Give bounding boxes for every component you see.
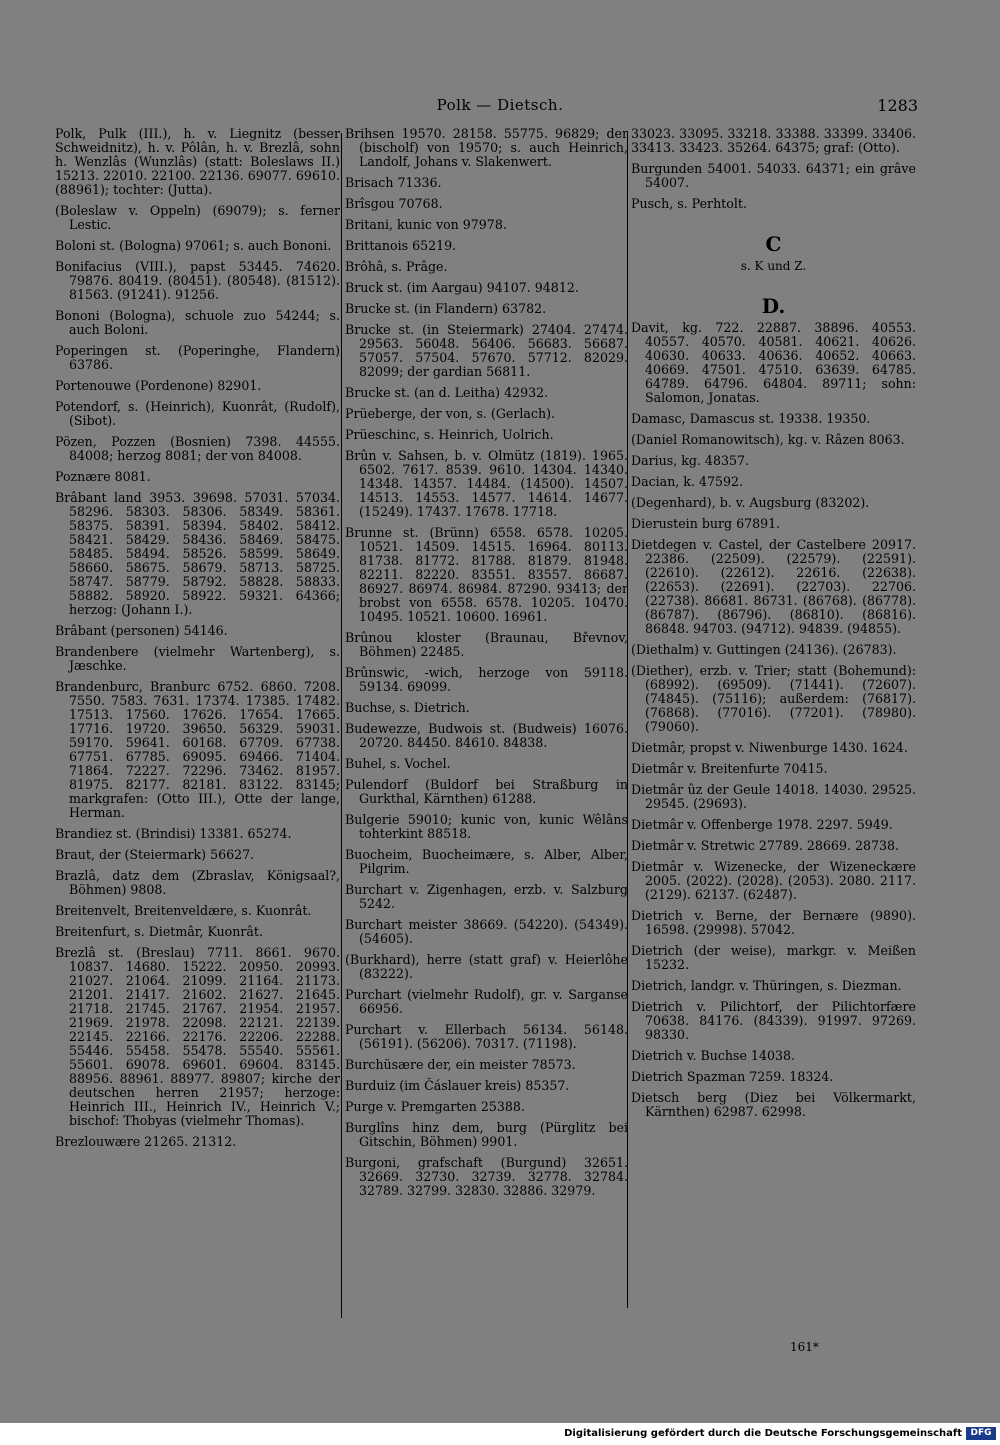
index-entry: Burchüsære der, ein meister 78573. <box>345 1057 576 1072</box>
index-entry: Brâbant land 3953. 39698. 57031. 57034. 58296. 58303. 58306. 58349. 58361. 58375. 58391. 58394. 58402. 58412. 58421. 58429. 58436. 58469. 58475. 58485. 58494. 58526. 58599. 58649. 58660. 58675. 58679. 58713. 58725. 58747. 58779. 58792. 58828. 58833. 58882. 58920. 58922. 59321. 64366; herzog: (Johann I.). <box>55 490 340 617</box>
index-entry: Burgoni, grafschaft (Burgund) 32651. 32669. 32730. 32739. 32778. 32784. 32789. 32799. 32830. 32886. 32979. <box>345 1155 628 1198</box>
index-entry: Dietdegen v. Castel, der Castelbere 20917. 22386. (22509). (22579). (22591). (22610). (22612). 22616. (22638). (22653). (22691). (22703). 22706. (22738). 86681. 86731. (86768). (86778). (86787). (86796). (86810). (86816). 86848. 94703. (94712). 94839. (94855). <box>631 537 916 636</box>
index-entry: Burchart v. Zigenhagen, erzb. v. Salzburg 5242. <box>345 882 628 911</box>
index-entry: Burchart meister 38669. (54220). (54349). (54605). <box>345 917 628 946</box>
index-entry: Bulgerie 59010; kunic von, kunic Wêlâns tohterkint 88518. <box>345 812 628 841</box>
index-entry: Dierustein burg 67891. <box>631 516 781 531</box>
index-entry: Damasc, Damascus st. 19338. 19350. <box>631 411 871 426</box>
index-entry: Prüeschinc, s. Heinrich, Uolrich. <box>345 427 554 442</box>
index-entry: Dietsch berg (Diez bei Völkermarkt, Kärnthen) 62987. 62998. <box>631 1090 916 1119</box>
footer-bar <box>0 1423 1000 1445</box>
index-entry: Budewezze, Budwois st. (Budweis) 16076. 20720. 84450. 84610. 84838. <box>345 721 628 750</box>
index-entry: (Diether), erzb. v. Trier; statt (Bohemund): (68992). (69509). (71441). (72607). (74845). (75116); außerdem: (76817). (76868). (77016). (77201). (78980). (79060). <box>631 663 916 734</box>
index-entry: Braut, der (Steiermark) 56627. <box>55 847 255 862</box>
index-entry: Burglîns hinz dem, burg (Pürglitz bei Gitschin, Böhmen) 9901. <box>345 1120 628 1149</box>
index-entry: Brâbant (personen) 54146. <box>55 623 228 638</box>
index-entry: Breitenfurt, s. Dietmâr, Kuonrât. <box>55 924 263 939</box>
index-entry: (Burkhard), herre (statt graf) v. Heierlôhe (83222). <box>345 952 628 981</box>
index-entry: Brisach 71336. <box>345 175 442 190</box>
index-entry: Bononi (Bologna), schuole zuo 54244; s. auch Boloni. <box>55 308 340 337</box>
index-entry: (Daniel Romanowitsch), kg. v. Râzen 8063. <box>631 432 905 447</box>
index-entry: Purchart (vielmehr Rudolf), gr. v. Sarganse 66956. <box>345 987 628 1016</box>
index-entry: Purchart v. Ellerbach 56134. 56148. (56191). (56206). 70317. (71198). <box>345 1022 628 1051</box>
index-column-1 <box>55 127 340 1156</box>
index-entry: Dietmâr, propst v. Niwenburge 1430. 1624. <box>631 740 908 755</box>
index-entry: Brîsgou 70768. <box>345 196 443 211</box>
index-entry: Bonifacius (VIII.), papst 53445. 74620. 79876. 80419. (80451). (80548). (81512). 81563. (91241). 91256. <box>55 259 340 302</box>
page-header <box>0 96 1000 120</box>
index-column-3 <box>631 127 916 1126</box>
index-entry: Brezlouwære 21265. 21312. <box>55 1134 237 1149</box>
index-entry: Brucke st. (in Flandern) 63782. <box>345 301 547 316</box>
footer-credit: Digitalisierung gefördert durch die Deutsche Forschungsgemeinschaft <box>564 1428 962 1439</box>
index-entry: Buchse, s. Dietrich. <box>345 700 470 715</box>
index-entry: Brucke st. (in Steiermark) 27404. 27474. 29563. 56048. 56406. 56683. 56687. 57057. 57504. 57670. 57712. 82029. 82099; der gardian 56811. <box>345 322 628 379</box>
index-entry: Brucke st. (an d. Leitha) 42932. <box>345 385 549 400</box>
index-column-2 <box>345 127 628 1205</box>
index-entry: Brûnswic, -wich, herzoge von 59118. 59134. 69099. <box>345 665 628 694</box>
index-entry: Boloni st. (Bologna) 97061; s. auch Bononi. <box>55 238 332 253</box>
index-entry: Dietrich v. Pilichtorf, der Pilichtorfære 70638. 84176. (84339). 91997. 97269. 98330. <box>631 999 916 1042</box>
index-entry: Dietrich v. Berne, der Bernære (9890). 16598. (29998). 57042. <box>631 908 916 937</box>
index-entry: Burduiz (im Čáslauer kreis) 85357. <box>345 1078 570 1093</box>
index-entry: Burgunden 54001. 54033. 64371; ein grâve 54007. <box>631 161 916 190</box>
index-entry: Brazlâ, datz dem (Zbraslav, Königsaal?, Böhmen) 9808. <box>55 868 340 897</box>
index-entry: Britani, kunic von 97978. <box>345 217 507 232</box>
index-entry: 33023. 33095. 33218. 33388. 33399. 33406. 33413. 33423. 35264. 64375; graf: (Otto). <box>631 126 916 155</box>
index-entry: (Degenhard), b. v. Augsburg (83202). <box>631 495 870 510</box>
index-entry: Dietmâr v. Breitenfurte 70415. <box>631 761 828 776</box>
index-entry: Dietrich, landgr. v. Thüringen, s. Diezman. <box>631 978 902 993</box>
index-entry: (Diethalm) v. Guttingen (24136). (26783). <box>631 642 897 657</box>
index-entry: Davit, kg. 722. 22887. 38896. 40553. 40557. 40570. 40581. 40621. 40626. 40630. 40633. 40636. 40652. 40663. 40669. 47501. 47510. 63639. 64785. 64789. 64796. 64804. 89711; sohn: Salomon, Jonatas. <box>631 320 916 405</box>
running-title: Polk — Dietsch. <box>436 96 564 114</box>
index-entry: Poznære 8081. <box>55 469 151 484</box>
index-entry: Prüeberge, der von, s. (Gerlach). <box>345 406 555 421</box>
index-entry: (Boleslaw v. Oppeln) (69079); s. ferner Lestic. <box>55 203 340 232</box>
page-number: 1283 <box>877 96 918 115</box>
index-entry: Brandenburc, Branburc 6752. 6860. 7208. 7550. 7583. 7631. 17374. 17385. 17482. 17513. 17560. 17626. 17654. 17665. 17716. 19720. 39650. 56329. 59031. 59170. 59641. 60168. 67709. 67738. 67751. 67785. 69095. 69466. 71404. 71864. 72227. 72296. 73462. 81957. 81975. 82177. 82181. 83122. 83145; markgrafen: (Otto III.), Otte der lange, Herman. <box>55 679 340 820</box>
signature-mark: 161* <box>790 1340 819 1354</box>
index-entry: Brihsen 19570. 28158. 55775. 96829; der (bischolf) von 19570; s. auch Heinrich, Landolf, Johans v. Slakenwert. <box>345 126 628 169</box>
index-entry: Dietrich v. Buchse 14038. <box>631 1048 795 1063</box>
index-entry: Brandenbere (vielmehr Wartenberg), s. Jæschke. <box>55 644 340 673</box>
index-entry: Dietmâr v. Stretwic 27789. 28669. 28738. <box>631 838 900 853</box>
index-entry: Breitenvelt, Breitenveldære, s. Kuonrât. <box>55 903 312 918</box>
index-entry: Darius, kg. 48357. <box>631 453 749 468</box>
index-entry: Brittanois 65219. <box>345 238 457 253</box>
index-entry: Portenouwe (Pordenone) 82901. <box>55 378 262 393</box>
index-entry: Pusch, s. Perhtolt. <box>631 196 747 211</box>
index-entry: Dietrich Spazman 7259. 18324. <box>631 1069 834 1084</box>
index-entry: Purge v. Premgarten 25388. <box>345 1099 525 1114</box>
index-entry: Dietmâr v. Offenberge 1978. 2297. 5949. <box>631 817 893 832</box>
index-entry: Buhel, s. Vochel. <box>345 756 451 771</box>
index-entry: Brôhâ, s. Prâge. <box>345 259 448 274</box>
section-heading-d: D. <box>761 294 786 318</box>
index-entry: Brunne st. (Brünn) 6558. 6578. 10205. 10521. 14509. 14515. 16964. 80113. 81738. 81772. 81788. 81879. 81948. 82211. 82220. 83551. 83557. 86687. 86927. 86974. 86984. 87290. 93413; der brobst von 6558. 6578. 10205. 10470. 10495. 10521. 10600. 16961. <box>345 525 628 624</box>
column-divider <box>341 133 342 1318</box>
dfg-logo: DFG <box>966 1427 996 1440</box>
index-entry: Brandiez st. (Brindisi) 13381. 65274. <box>55 826 292 841</box>
index-entry: Poperingen st. (Poperinghe, Flandern) 63786. <box>55 343 340 372</box>
index-entry: Pulendorf (Buldorf bei Straßburg in Gurkthal, Kärnthen) 61288. <box>345 777 628 806</box>
index-entry: Brûn v. Sahsen, b. v. Olmütz (1819). 1965. 6502. 7617. 8539. 9610. 14304. 14340. 14348. 14357. 14484. (14500). 14507. 14513. 14553. 14577. 14614. 14677. (15249). 17437. 17678. 17718. <box>345 448 628 519</box>
index-entry: Bruck st. (im Aargau) 94107. 94812. <box>345 280 579 295</box>
section-note-c: s. K und Z. <box>740 259 807 273</box>
index-entry: Potendorf, s. (Heinrich), Kuonrât, (Rudolf), (Sibot). <box>55 399 340 428</box>
index-entry: Brûnou kloster (Braunau, Břevnov, Böhmen) 22485. <box>345 630 628 659</box>
index-entry: Buocheim, Buocheimære, s. Alber, Alber, Pilgrim. <box>345 847 628 876</box>
index-entry: Dacian, k. 47592. <box>631 474 744 489</box>
index-entry: Dietmâr v. Wizenecke, der Wizeneckære 2005. (2022). (2028). (2053). 2080. 2117. (2129). 62137. (62487). <box>631 859 916 902</box>
index-entry: Pözen, Pozzen (Bosnien) 7398. 44555. 84008; herzog 8081; der von 84008. <box>55 434 340 463</box>
index-entry: Dietmâr ûz der Geule 14018. 14030. 29525. 29545. (29693). <box>631 782 916 811</box>
index-entry: Dietrich (der weise), markgr. v. Meißen 15232. <box>631 943 916 972</box>
index-entry: Brezlâ st. (Breslau) 7711. 8661. 9670. 10837. 14680. 15222. 20950. 20993. 21027. 21064. 21099. 21164. 21173. 21201. 21417. 21602. 21627. 21645. 21718. 21745. 21767. 21954. 21957. 21969. 21978. 22098. 22121. 22139. 22145. 22166. 22176. 22206. 22288. 55446. 55458. 55478. 55540. 55561. 55601. 69078. 69601. 69604. 83145. 88956. 88961. 88977. 89807; kirche der deutschen herren 21957; herzoge: Heinrich III., Heinrich IV., Heinrich V.; bischof: Thobyas (vielmehr Thomas). <box>55 945 340 1128</box>
section-heading-c: C <box>765 232 782 256</box>
index-entry: Polk, Pulk (III.), h. v. Liegnitz (besser Schweidnitz), h. v. Pôlân, h. v. Brezlâ, sohn h. Wenzlâs (Wunzlâs) (statt: Boleslaws II.) 15213. 22010. 22100. 22136. 69077. 69610. (88961); tochter: (Jutta). <box>55 126 340 197</box>
